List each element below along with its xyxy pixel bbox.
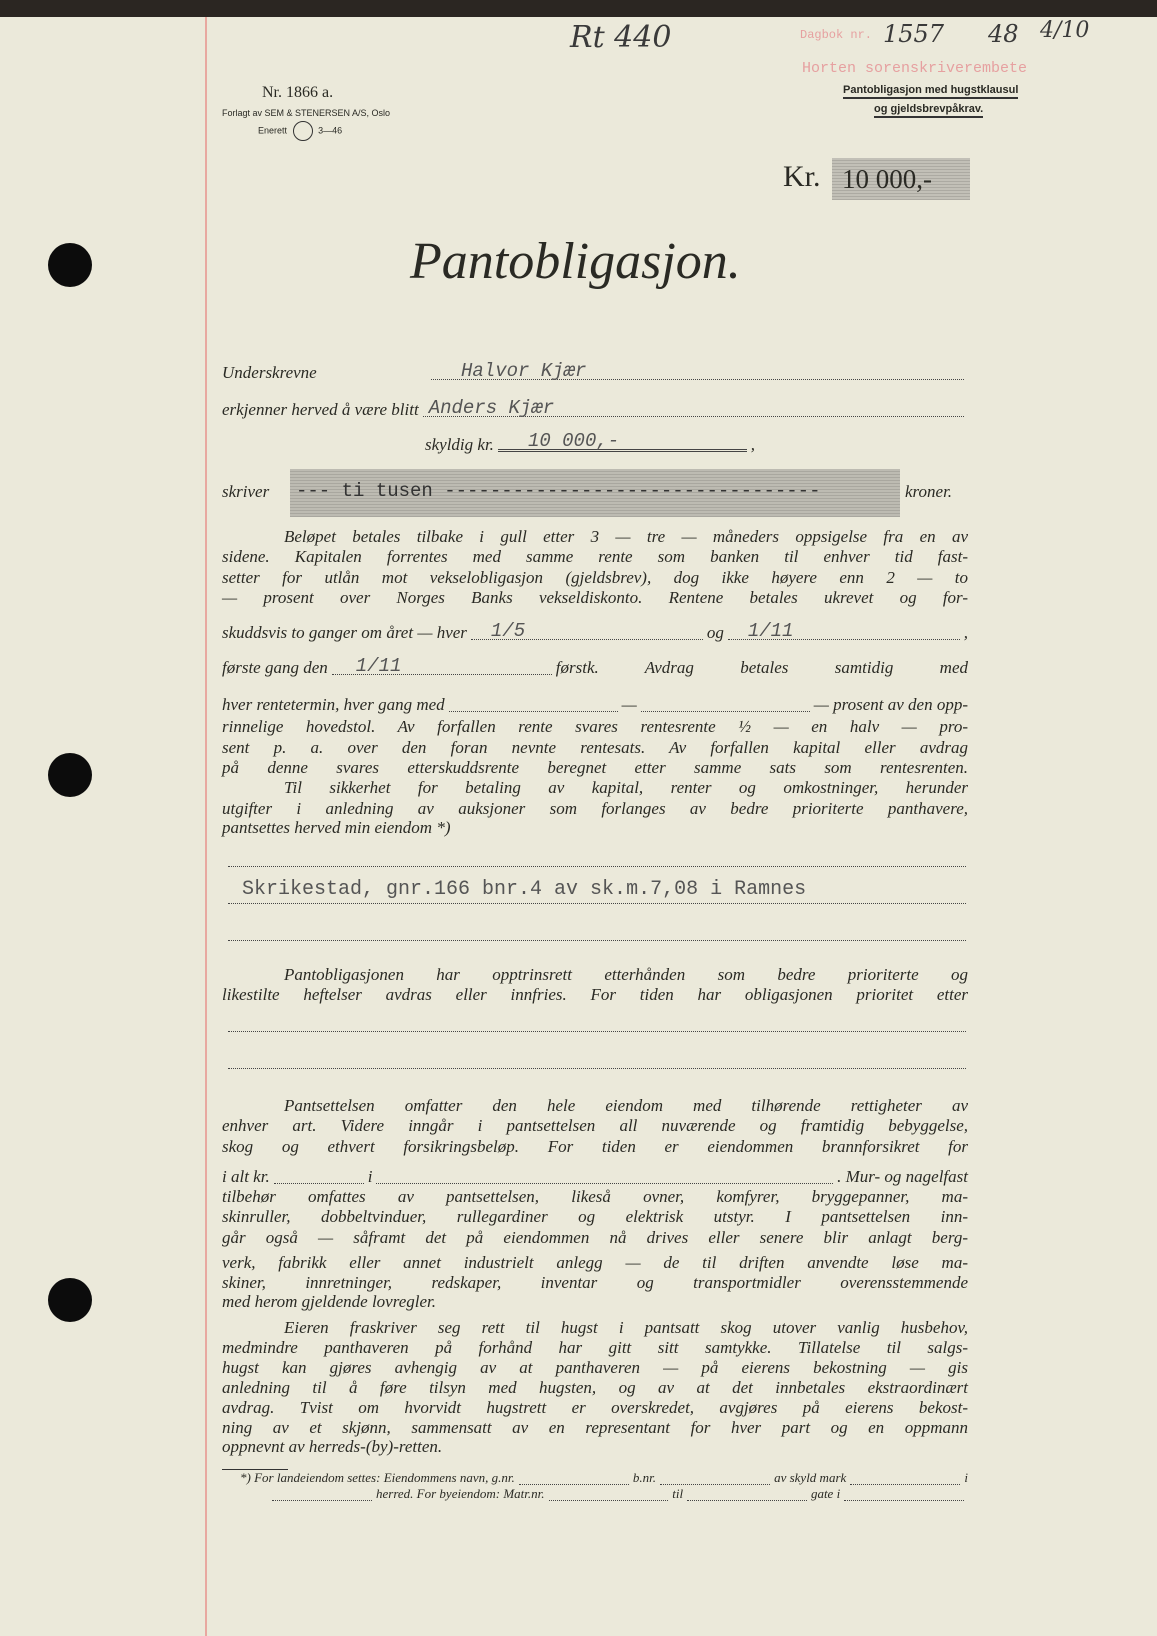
- terms-text: førstk. Avdrag betales samtidig med: [555, 658, 968, 677]
- first-date-field[interactable]: [471, 620, 703, 642]
- insurance-text: i: [367, 1167, 373, 1186]
- priority-line-2[interactable]: [228, 1068, 966, 1069]
- enerett-label: Enerett: [258, 125, 288, 136]
- terms-text: første gang den: [222, 658, 328, 677]
- insurance-amount-field[interactable]: [274, 1167, 364, 1184]
- edition: 3—46: [318, 125, 343, 136]
- doc-type-line1: Pantobligasjon med hugstklausul: [843, 84, 1018, 99]
- words-label: skriver: [222, 482, 270, 501]
- registration-year: 48: [988, 20, 1019, 48]
- second-date-field[interactable]: [728, 620, 960, 642]
- text-line: anledning til å føre tilsyn med hugsten, og av at det innbetales ekstraordinært: [222, 1378, 968, 1397]
- footnote-text: til: [672, 1486, 684, 1501]
- office-stamp: Horten sorenskriverembete: [802, 60, 1028, 77]
- footnote-text: *) For landeiendom settes: Eiendommens navn, g.nr.: [240, 1470, 515, 1485]
- terms-text: hver rentetermin, hver gang med: [222, 695, 445, 714]
- text-line: sidene. Kapitalen forrentes med samme rente som banken til enhver tid fast-: [222, 547, 968, 566]
- footnote-text: av skyld mark: [774, 1470, 847, 1485]
- undersigned-label: Underskrevne: [222, 363, 317, 382]
- amount-label: Kr.: [783, 160, 821, 193]
- owed-value: 10 000,-: [527, 430, 620, 452]
- footnote-field[interactable]: [687, 1488, 807, 1501]
- creditor-label: erkjenner herved å være blitt: [222, 400, 419, 419]
- owed-row: [425, 430, 755, 456]
- undersigned-field[interactable]: [431, 360, 964, 382]
- text-line: verk, fabrikk eller annet industrielt anlegg — de til driften anvendte løse ma-: [222, 1253, 968, 1272]
- first-payment-field[interactable]: [332, 655, 552, 677]
- text-line: avdrag. Tvist om hvorvidt hugstrett er overskredet, avgjøres på eierens bekost-: [222, 1398, 968, 1417]
- footnote-text: i: [964, 1470, 968, 1485]
- installment-field-2[interactable]: [641, 695, 810, 712]
- text-line: Eieren fraskriver seg rett til hugst i pantsatt skog utover vanlig husbehov,: [284, 1318, 968, 1337]
- text-line: Beløpet betales tilbake i gull etter 3 — tre — måneders oppsigelse fra en av: [284, 527, 968, 546]
- text-line: pantsettes herved min eiendom *): [222, 818, 451, 837]
- insurer-field[interactable]: [376, 1167, 833, 1184]
- text-line: sent p. a. over den foran nevnte rentesats. Av forfallen kapital eller avdrag: [222, 738, 968, 757]
- property-line-3[interactable]: [228, 940, 966, 941]
- publisher: Forlagt av SEM & STENERSEN A/S, Oslo: [222, 108, 391, 118]
- registration-date: 4/10: [1040, 18, 1090, 43]
- text-line: likestilte heftelser avdras eller innfries. For tiden har obligasjonen prioritet etter: [222, 985, 968, 1004]
- terms-text: — prosent av den opp-: [813, 695, 969, 714]
- priority-line-1[interactable]: [228, 1031, 966, 1032]
- punch-hole: [48, 1278, 92, 1322]
- text-line: oppnevnt av herreds-(by)-retten.: [222, 1437, 443, 1456]
- form-number: Nr. 1866 a.: [262, 84, 334, 101]
- footnote-field[interactable]: [272, 1488, 372, 1501]
- text-line: utgifter i anledning av auksjoner som forlanges av bedre prioriterte panthavere,: [222, 799, 968, 818]
- first-date-value: 1/5: [490, 620, 526, 642]
- text-line: medmindre panthaveren på forhånd har gitt sitt samtykke. Tillatelse til salgs-: [222, 1338, 968, 1357]
- terms-text: skuddsvis to ganger om året — hver: [222, 623, 467, 642]
- text-line: hugst kan gjøres avhengig av at panthaveren — på eierens bekostning — gis: [222, 1358, 968, 1377]
- punch-hole: [48, 243, 92, 287]
- first-payment-value: 1/11: [355, 655, 402, 677]
- text-line: tilbehør omfattes av pantsettelsen, likeså ovner, komfyrer, bryggepanner, ma-: [222, 1187, 968, 1206]
- words-value: --- ti tusen ---------------------------------: [296, 480, 821, 502]
- footnote-text: herred. For byeiendom: Matr.nr.: [376, 1486, 545, 1501]
- doc-type-line2: og gjeldsbrevpåkrav.: [874, 103, 983, 118]
- text-line: setter for utlån mot vekselobligasjon (gjeldsbrev), dog ikke høyere enn 2 — to: [222, 568, 968, 587]
- second-date-value: 1/11: [747, 620, 794, 642]
- payment-dates-row: [222, 622, 968, 644]
- footnote-text: b.nr.: [632, 1470, 656, 1485]
- first-payment-row: [222, 657, 968, 679]
- text-line: går også — såframt det på eiendommen nå drives eller senere blir anlagt berg-: [222, 1228, 968, 1247]
- text-line: Til sikkerhet for betaling av kapital, renter og omkostninger, herunder: [284, 778, 968, 797]
- installment-field-1[interactable]: [449, 695, 618, 712]
- insurance-text: i alt kr.: [222, 1167, 270, 1186]
- owed-field[interactable]: [498, 430, 747, 452]
- margin-line: [205, 17, 207, 1636]
- property-line-2[interactable]: [228, 903, 966, 904]
- footnote-field[interactable]: [844, 1488, 964, 1501]
- text-line: på denne svares etterskuddsrente beregnet etter samme sats som rentesrenten.: [222, 758, 968, 777]
- footnote-field[interactable]: [549, 1488, 669, 1501]
- handwritten-ref: Rt 440: [570, 20, 672, 55]
- insurance-row: [222, 1166, 968, 1188]
- terms-text: —: [621, 695, 637, 714]
- property-description: Skrikestad, gnr.166 bnr.4 av sk.m.7,08 i Ramnes: [242, 878, 807, 901]
- text-line: rinnelige hovedstol. Av forfallen rente svares rentesrente ½ — en halv — pro-: [222, 717, 968, 736]
- publisher-logo: [293, 121, 313, 141]
- text-line: ning av et skjønn, sammensatt av en representant for hver part og en oppmann: [222, 1418, 968, 1437]
- text-line: med herom gjeldende lovregler.: [222, 1292, 437, 1311]
- registration-number: 1557: [883, 20, 945, 48]
- amount-value: 10 000,-: [832, 158, 970, 200]
- owed-label: skyldig kr.: [425, 435, 494, 454]
- undersigned-row: [222, 362, 968, 384]
- text-line: skinruller, dobbeltvinduer, rullegardiner og elektrisk utstyr. I pantsettelsen inn-: [222, 1207, 968, 1226]
- stamp-label: Dagbok nr.: [800, 28, 873, 42]
- creditor-field[interactable]: [423, 397, 964, 419]
- page-title: Pantobligasjon.: [410, 233, 741, 290]
- text-line: skiner, innretninger, redskaper, inventar og transportmidler overensstemmende: [222, 1273, 968, 1292]
- property-line-1[interactable]: [228, 866, 966, 867]
- footnote-line-2: [268, 1483, 968, 1505]
- words-suffix: kroner.: [905, 482, 953, 501]
- text-line: skog og ethvert forsikringsbeløp. For tiden er eiendommen brannforsikret for: [222, 1137, 968, 1156]
- insurance-text: . Mur- og nagelfast: [837, 1167, 968, 1186]
- terms-text: og: [706, 623, 724, 642]
- terms-text: ,: [963, 623, 968, 642]
- undersigned-value: Halvor Kjær: [461, 360, 587, 382]
- installment-row: [222, 694, 968, 716]
- text-line: Pantsettelsen omfatter den hele eiendom med tilhørende rettigheter av: [284, 1096, 968, 1115]
- publisher-line2: [258, 121, 342, 141]
- punch-hole: [48, 753, 92, 797]
- text-line: Pantobligasjonen har opptrinsrett etterhånden som bedre prioriterte og: [284, 965, 968, 984]
- text-line: enhver art. Videre inngår i pantsettelsen all nuværende og framtidig bebyggelse,: [222, 1116, 968, 1135]
- scan-edge: [0, 0, 1157, 17]
- creditor-value: Anders Kjær: [428, 397, 555, 419]
- owed-suffix: ,: [750, 435, 755, 454]
- footnote-text: gate i: [810, 1486, 841, 1501]
- creditor-row: [222, 399, 968, 421]
- text-line: — prosent over Norges Banks vekseldiskonto. Rentene betales ukrevet og for-: [222, 588, 968, 607]
